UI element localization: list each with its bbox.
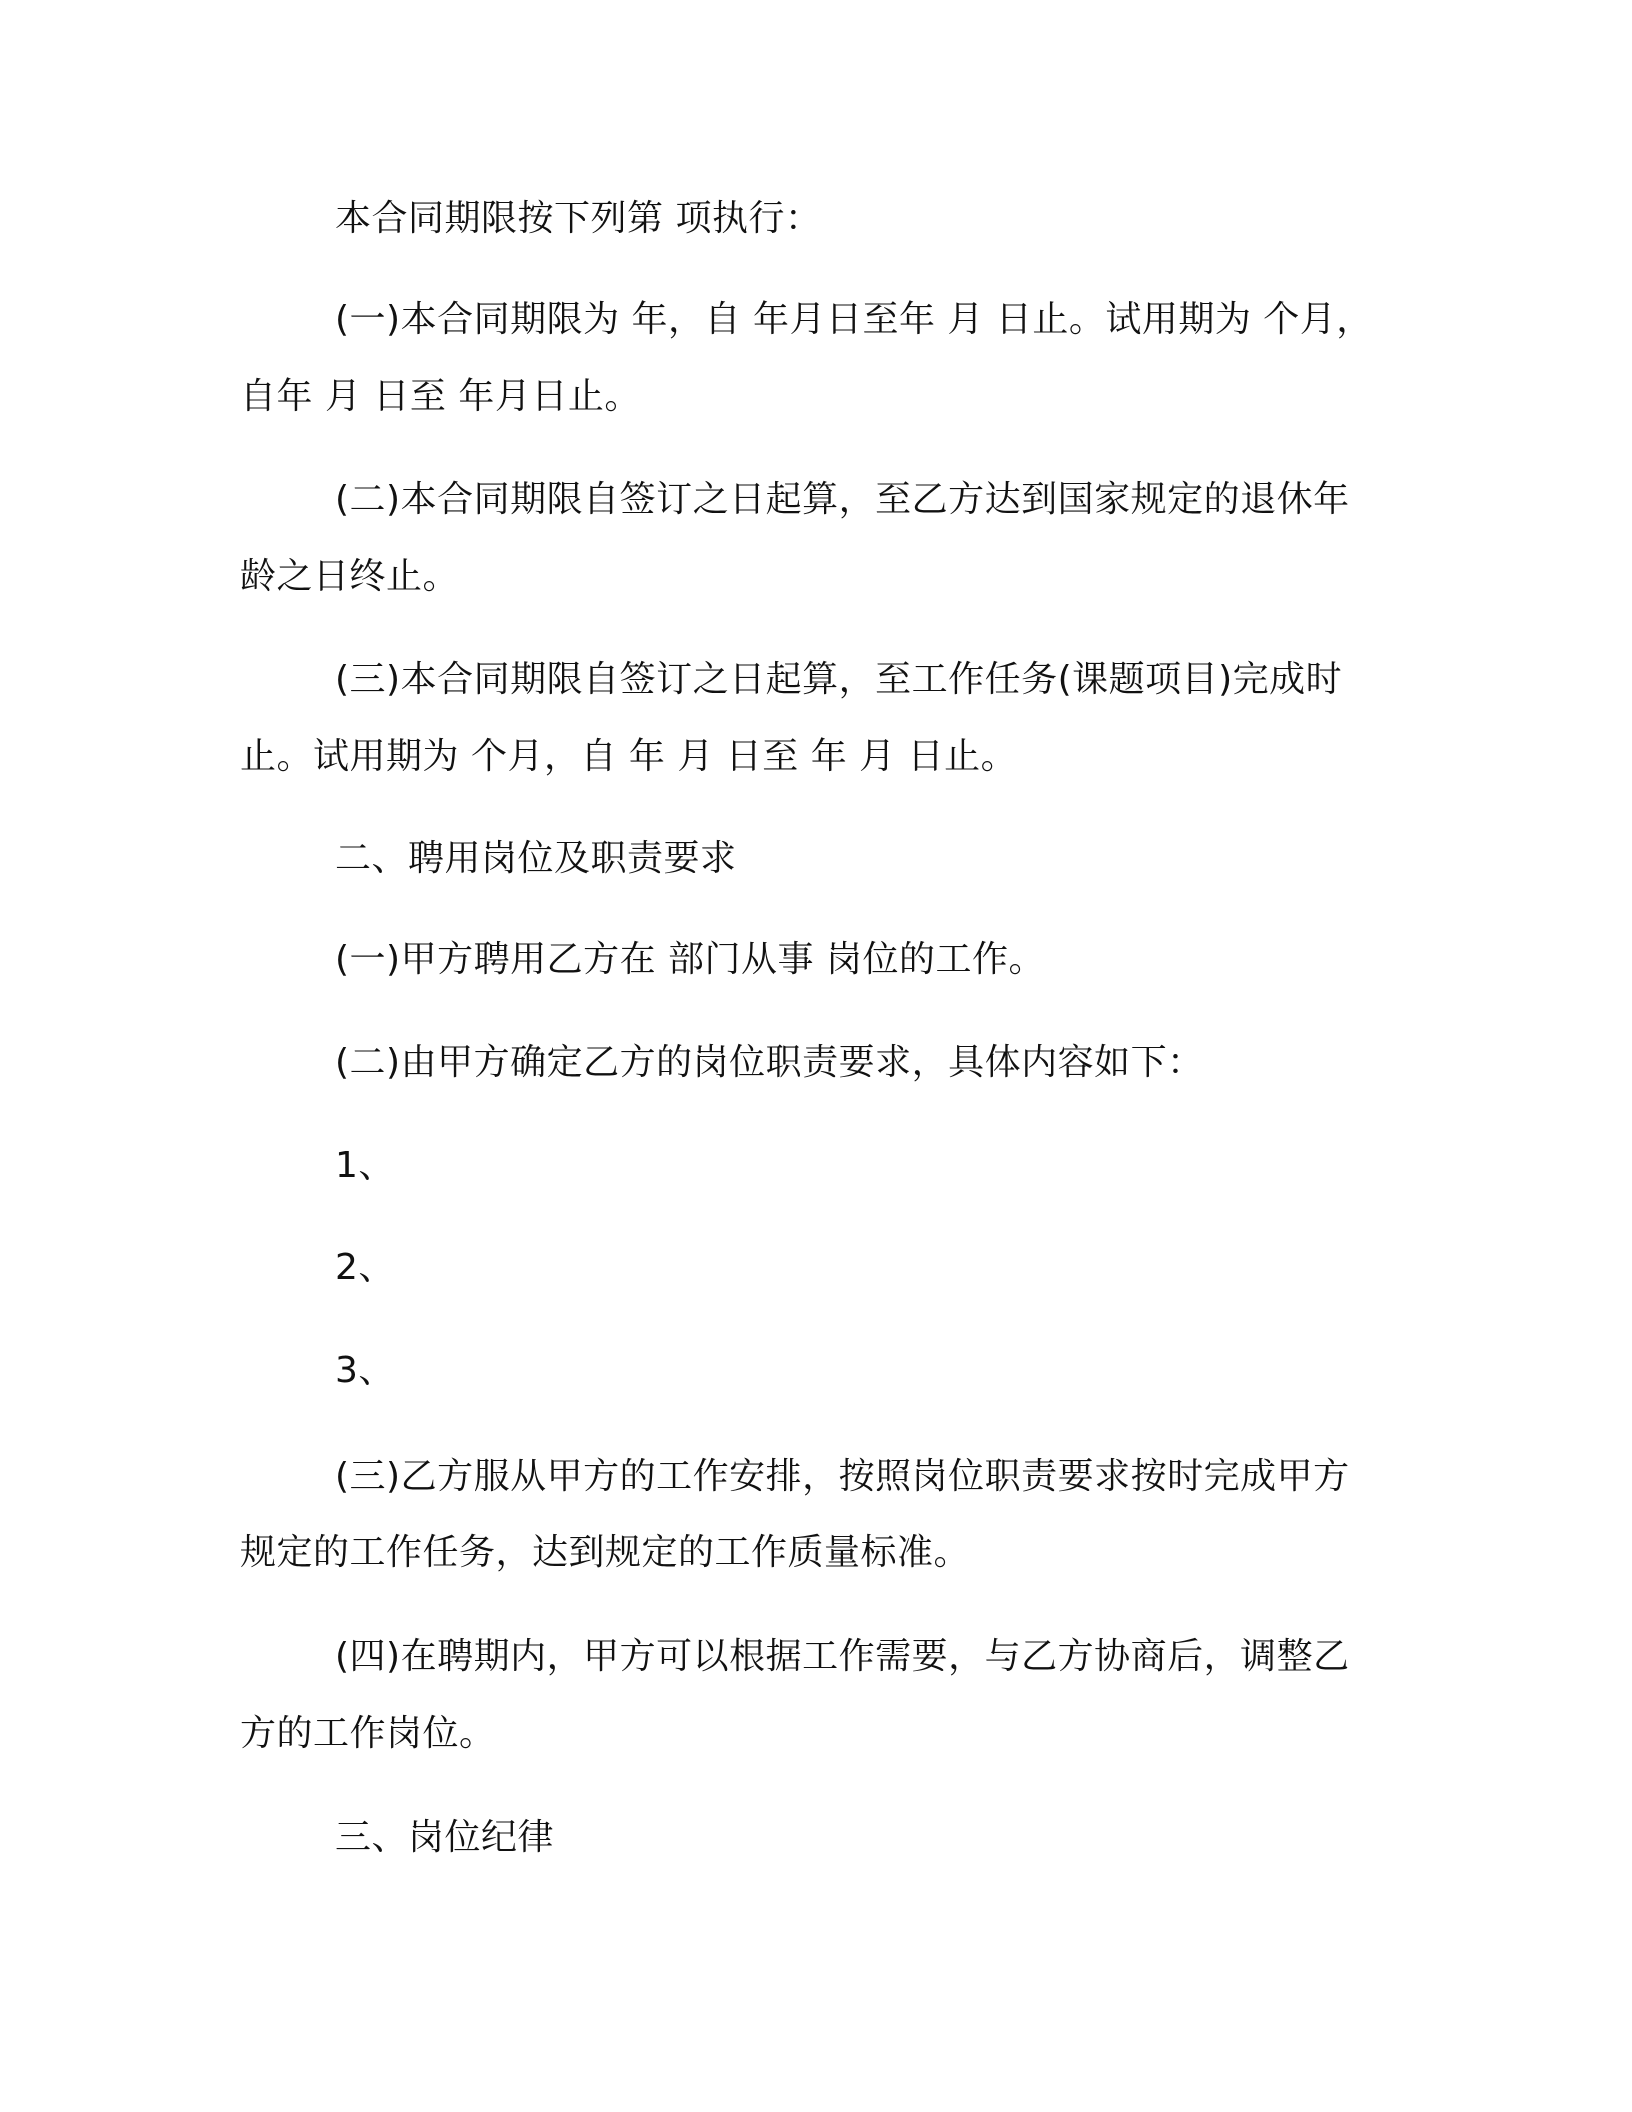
duty-item-3: 3、	[335, 1350, 395, 1391]
position-clause-1: (一)甲方聘用乙方在 部门从事 岗位的工作。	[335, 939, 1045, 980]
contract-term-intro: 本合同期限按下列第 项执行：	[335, 198, 822, 239]
position-clause-4-line-1: (四)在聘期内，甲方可以根据工作需要，与乙方协商后，调整乙	[335, 1636, 1350, 1677]
term-option-2-line-1: (二)本合同期限自签订之日起算，至乙方达到国家规定的退休年	[335, 479, 1350, 520]
position-clause-4-line-2: 方的工作岗位。	[240, 1713, 496, 1754]
position-clause-2: (二)由甲方确定乙方的岗位职责要求，具体内容如下：	[335, 1042, 1204, 1083]
section-heading-discipline: 三、岗位纪律	[335, 1817, 555, 1858]
position-clause-3-line-2: 规定的工作任务，达到规定的工作质量标准。	[240, 1532, 971, 1573]
position-clause-3-line-1: (三)乙方服从甲方的工作安排，按照岗位职责要求按时完成甲方	[335, 1456, 1350, 1497]
duty-item-1: 1、	[335, 1145, 395, 1186]
section-heading-position: 二、聘用岗位及职责要求	[335, 838, 737, 879]
term-option-3-line-2: 止。试用期为 个月，自 年 月 日至 年 月 日止。	[240, 736, 1018, 777]
duty-item-2: 2、	[335, 1247, 395, 1288]
term-option-2-line-2: 龄之日终止。	[240, 556, 460, 597]
term-option-3-line-1: (三)本合同期限自签订之日起算，至工作任务(课题项目)完成时	[335, 659, 1343, 700]
term-option-1-line-1: (一)本合同期限为 年，自 年月日至年 月 日止。试用期为 个月，	[335, 299, 1373, 340]
term-option-1-line-2: 自年 月 日至 年月日止。	[240, 376, 641, 417]
